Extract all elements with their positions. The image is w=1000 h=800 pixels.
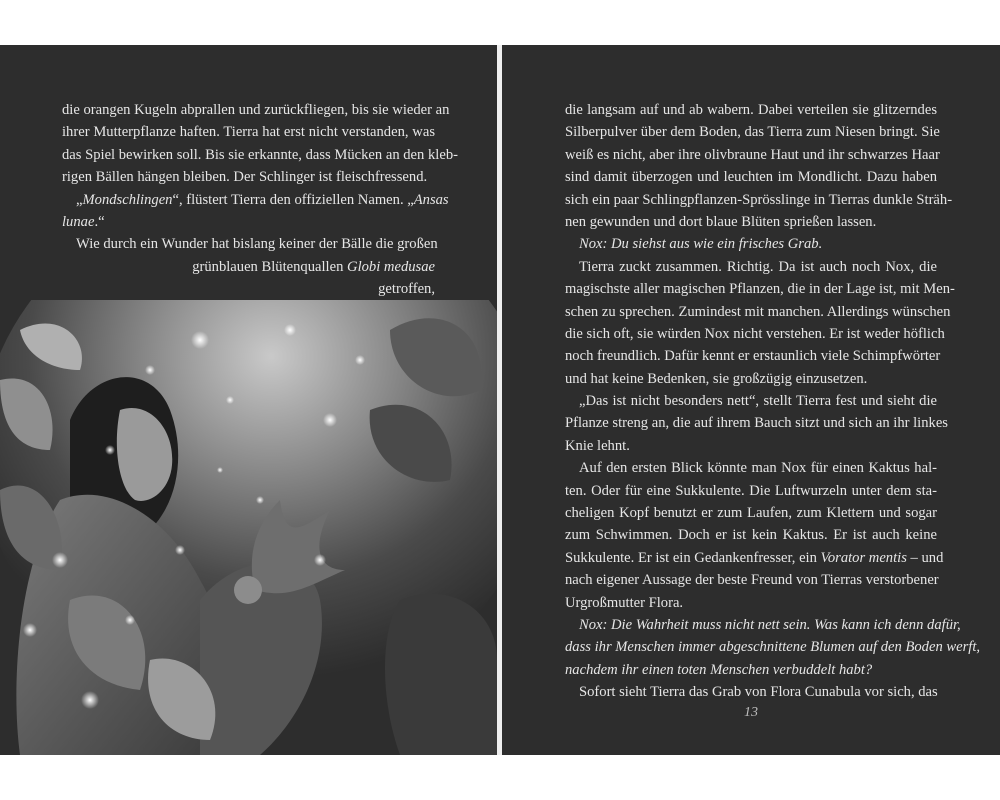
page-number: 13 bbox=[744, 705, 758, 720]
text-segment: getroffen, bbox=[378, 281, 435, 298]
text-line bbox=[565, 547, 944, 569]
text-line bbox=[565, 412, 948, 434]
text-segment: – und bbox=[906, 549, 944, 566]
text-line bbox=[62, 278, 435, 300]
text-line bbox=[62, 166, 435, 188]
text-segment: Urgroßmutter Flora. bbox=[565, 594, 684, 611]
text-segment: „ bbox=[76, 191, 83, 208]
text-line bbox=[565, 502, 937, 524]
text-segment: rigen Bällen hängen bleiben. Der Schlinger ist fleischfressend. bbox=[62, 169, 428, 186]
text-line bbox=[565, 121, 940, 143]
italic-text: Ansas bbox=[413, 191, 449, 208]
text-line bbox=[565, 524, 937, 546]
text-segment: „Das ist nicht besonders nett“, stellt Tierra fest und sieht die bbox=[579, 393, 937, 410]
text-line bbox=[565, 211, 937, 233]
text-line bbox=[565, 368, 937, 390]
text-segment: Auf den ersten Blick könnte man Nox für einen Kaktus hal- bbox=[579, 460, 937, 477]
text-line bbox=[565, 569, 937, 591]
text-segment: weiß es nicht, aber ihre olivbraune Haut und ihr schwarzes Haar bbox=[565, 146, 940, 163]
text-line bbox=[565, 614, 961, 636]
italic-text: nachdem ihr einen toten Menschen verbuddelt habt? bbox=[565, 661, 873, 678]
text-segment: Sofort sieht Tierra das Grab von Flora Cunabula vor sich, das bbox=[579, 684, 938, 701]
text-segment: cheligen Kopf benutzt er zum Laufen, zum Klettern und sogar bbox=[565, 505, 937, 522]
text-line bbox=[565, 144, 940, 166]
text-segment: magischste aller magischen Pflanzen, die in der Lage ist, mit Men- bbox=[565, 281, 955, 298]
text-segment: sind damit überzogen und leuchten im Mondlicht. Dazu haben bbox=[565, 169, 937, 186]
italic-text: dass ihr Menschen immer abgeschnittene Blumen auf den Boden werft, bbox=[565, 639, 981, 656]
text-line bbox=[565, 323, 945, 345]
right-page-text bbox=[565, 99, 981, 704]
text-segment: nach eigener Aussage der beste Freund von Tierras verstorbener bbox=[565, 572, 939, 589]
text-line bbox=[62, 121, 435, 143]
text-line bbox=[565, 592, 937, 614]
text-line bbox=[565, 166, 937, 188]
text-segment: nen gewunden und dort blaue Blüten sprießen lassen. bbox=[565, 213, 877, 230]
text-segment: Wie durch ein Wunder hat bislang keiner der Bälle die großen bbox=[76, 236, 438, 253]
text-segment: und hat keine Bedenken, sie großzügig einzusetzen. bbox=[565, 370, 868, 387]
text-segment: Knie lehnt. bbox=[565, 437, 630, 454]
text-segment: zum Schwimmen. Doch er ist kein Kaktus. Er ist auch keine bbox=[565, 527, 937, 544]
text-segment: “, flüstert Tierra den offiziellen Namen. „ bbox=[172, 191, 414, 208]
text-segment: ihrer Mutterpflanze haften. Tierra hat erst nicht verstanden, was bbox=[62, 124, 435, 141]
text-segment: die langsam auf und ab wabern. Dabei verteilen sie glitzerndes bbox=[565, 102, 937, 118]
text-line bbox=[565, 457, 937, 479]
text-segment: sich ein paar Schlingpflanzen-Sprösslinge in Tierras dunkle Sträh- bbox=[565, 191, 953, 208]
italic-text: lunae bbox=[62, 213, 95, 230]
text-line bbox=[62, 211, 435, 233]
text-segment: Sukkulente. Er ist ein Gedankenfresser, ein bbox=[565, 549, 821, 566]
text-line bbox=[62, 256, 435, 278]
text-line bbox=[62, 99, 450, 121]
text-segment: ten. Oder für eine Sukkulente. Die Luftwurzeln unter dem sta- bbox=[565, 482, 937, 499]
text-segment: Tierra zuckt zusammen. Richtig. Da ist auch noch Nox, die bbox=[579, 258, 937, 275]
text-line bbox=[565, 636, 981, 658]
text-line bbox=[62, 189, 449, 211]
text-line bbox=[565, 659, 937, 681]
text-line bbox=[62, 144, 458, 166]
text-line bbox=[565, 99, 937, 121]
italic-text: Nox: Du siehst aus wie ein frisches Grab. bbox=[579, 236, 823, 253]
text-segment: schen zu sprechen. Zumindest mit manchen. Allerdings wünschen bbox=[565, 303, 951, 320]
text-line bbox=[565, 681, 937, 703]
text-segment: noch freundlich. Dafür kennt er erstaunlich viele Schimpfwörter bbox=[565, 348, 941, 365]
book-spread bbox=[0, 45, 1000, 755]
text-line bbox=[565, 345, 941, 367]
text-line bbox=[565, 256, 937, 278]
left-page-text bbox=[62, 99, 458, 301]
text-line bbox=[565, 278, 955, 300]
italic-text: Vorator mentis bbox=[820, 549, 907, 566]
text-line bbox=[565, 189, 953, 211]
text-line bbox=[565, 390, 937, 412]
text-segment: die sich oft, sie würden Nox nicht verstehen. Er ist weder höflich bbox=[565, 325, 945, 342]
text-segment: das Spiel bewirken soll. Bis sie erkannte, dass Mücken an den kleb- bbox=[62, 146, 458, 163]
italic-text: Mondschlingen bbox=[82, 191, 173, 208]
text-segment: .“ bbox=[94, 213, 105, 230]
text-segment: Silberpulver über dem Boden, das Tierra zum Niesen bringt. Sie bbox=[565, 124, 940, 141]
italic-text: Globi medusae bbox=[347, 258, 435, 275]
text-line bbox=[565, 233, 937, 255]
text-line bbox=[565, 480, 937, 502]
text-segment: Pflanze streng an, die auf ihrem Bauch sitzt und sich an ihr linkes bbox=[565, 415, 948, 432]
illustration bbox=[0, 300, 497, 755]
left-page bbox=[0, 45, 497, 755]
text-segment: grünblauen Blütenquallen bbox=[192, 258, 348, 275]
text-line bbox=[565, 301, 951, 323]
text-line bbox=[62, 233, 438, 255]
text-line bbox=[565, 435, 937, 457]
italic-text: Nox: Die Wahrheit muss nicht nett sein. Was kann ich denn dafür, bbox=[579, 616, 961, 633]
right-page bbox=[502, 45, 1000, 755]
text-segment: die orangen Kugeln abprallen und zurückfliegen, bis sie wieder an bbox=[62, 102, 450, 118]
